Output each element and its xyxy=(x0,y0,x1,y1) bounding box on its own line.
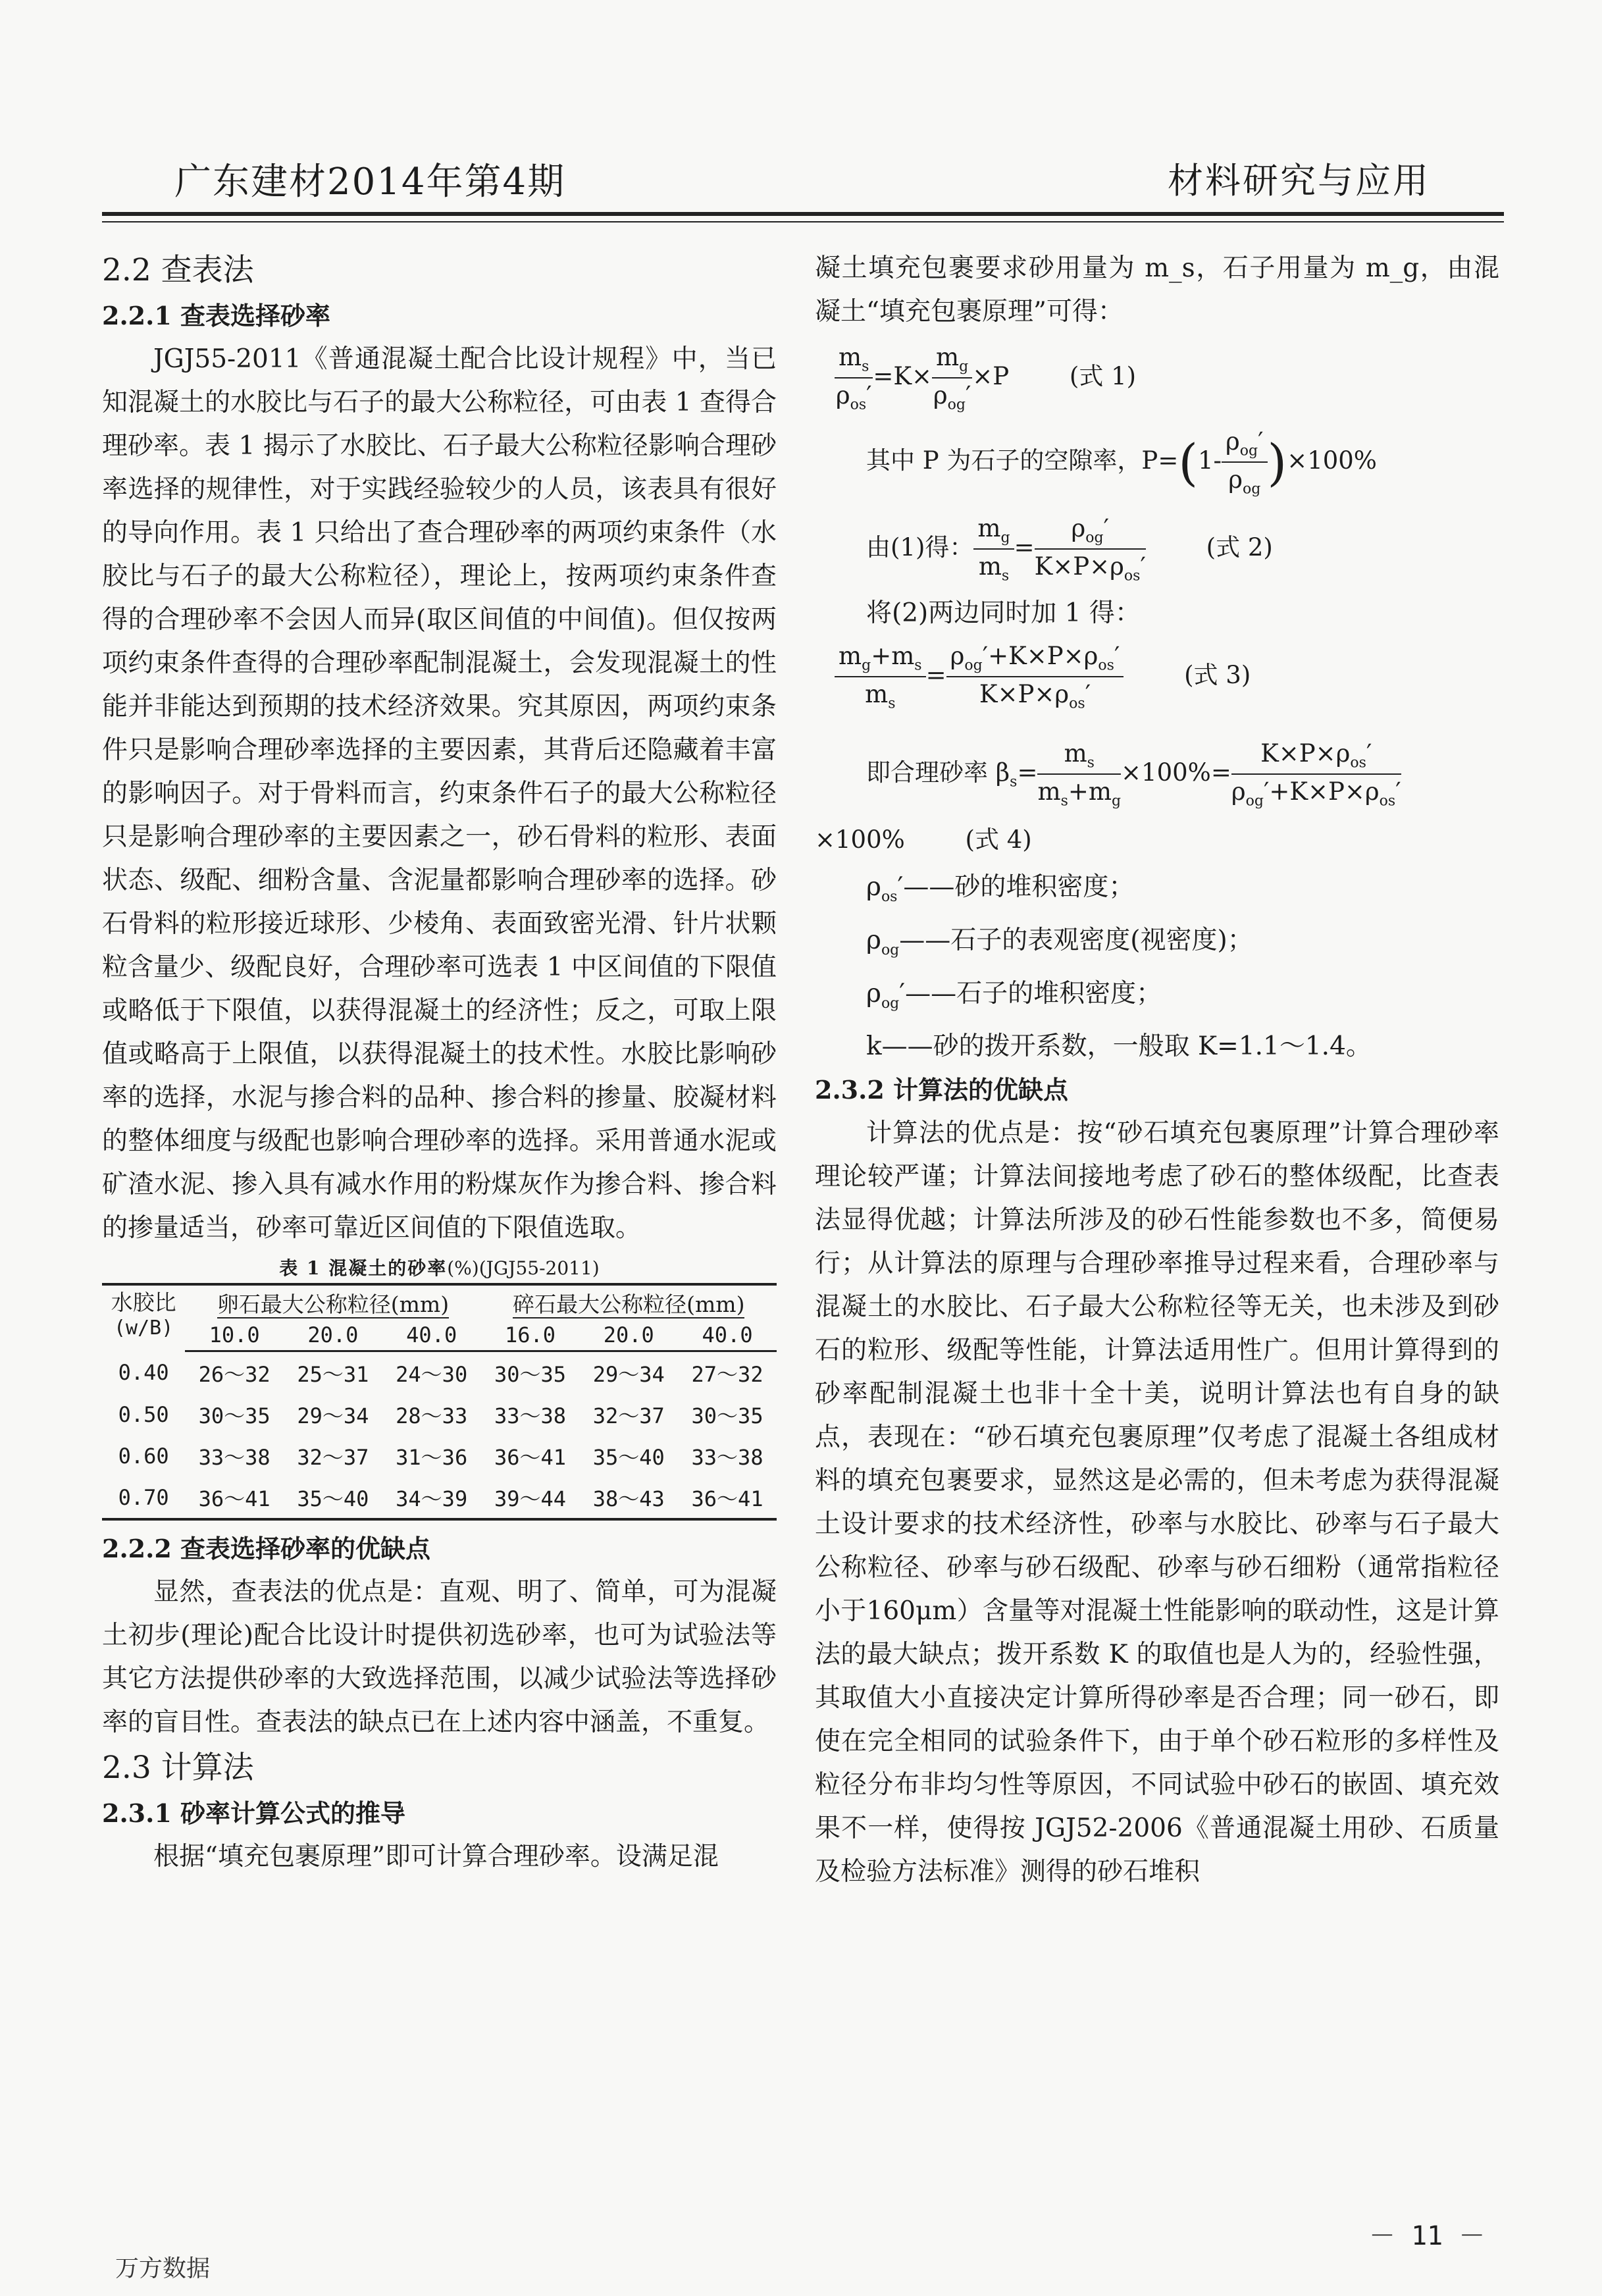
porosity-text: 其中 P 为石子的空隙率，P= xyxy=(866,446,1179,475)
definition-text: ——石子的表观密度(视密度)； xyxy=(899,925,1253,955)
table-cell: 32～37 xyxy=(592,1403,665,1428)
table-cell: 34～39 xyxy=(382,1476,481,1519)
equation-4-tail: ×100% xyxy=(815,825,905,854)
sand-ratio-table xyxy=(102,1283,777,1521)
definition-sand-bulk-density: $\rho_{os}'——$砂的堆积密度； xyxy=(866,872,1135,905)
table-cell: 35～40 xyxy=(592,1444,665,1470)
table-cell: 24～30 xyxy=(396,1361,468,1387)
row-header-unit: (w/B) xyxy=(113,1317,174,1340)
porosity-definition: 其中 P 为石子的空隙率，P=(1- $\frac{\rho_{og}'}{\rho_{og}}$ )×100% xyxy=(866,427,1377,498)
left-column xyxy=(102,247,777,1879)
table-cell: 25～31 xyxy=(297,1361,369,1387)
footer-watermark: 万方数据 xyxy=(115,2255,211,2282)
equation-4-end xyxy=(815,818,1499,862)
equation-3-lead: 将(2)两边同时加 1 得： xyxy=(866,598,1141,628)
table-cell: 0.70 xyxy=(102,1476,185,1519)
size-header: 16.0 xyxy=(481,1320,580,1351)
equation-1-tag: (式 1) xyxy=(1069,361,1137,390)
heading-2-3-2: 2.3.2 计算法的优缺点 xyxy=(815,1075,1069,1105)
heading-2-2-2: 2.2.2 查表选择砂率的优缺点 xyxy=(102,1534,431,1563)
table-cell: 38～43 xyxy=(579,1476,678,1519)
size-header: 20.0 xyxy=(284,1320,382,1351)
heading-2-2-1: 2.2.1 查表选择砂率 xyxy=(102,301,331,330)
table-row xyxy=(102,1435,777,1476)
group-header-crushed-label: 碎石最大公称粒径(mm) xyxy=(513,1291,745,1317)
size-header: 40.0 xyxy=(382,1320,481,1351)
size-header: 10.0 xyxy=(185,1320,284,1351)
size-header: 20.0 xyxy=(579,1320,678,1351)
table-cell: 30～35 xyxy=(198,1403,271,1428)
table-cell: 27～32 xyxy=(691,1361,763,1387)
equation-4: 即合理砂率 $\beta_s=$ $\frac{m_s}{m_s+m_g}$ ×100%= $\frac{K\times P\times\rho_{os}'}{\rho_{og}'+K\times P\times\rho_{os}'}$ xyxy=(866,739,1401,810)
paragraph: 根据“填充包裹原理”即可计算合理砂率。设满足混 xyxy=(153,1842,719,1871)
equation-1: $\frac{m_s}{\rho_{os}'}$ =K× $\frac{m_g}{\rho_{og}'}$ ×P (式 1) xyxy=(835,343,1137,413)
table-cell: 0.60 xyxy=(118,1443,169,1469)
table-cell: 29～34 xyxy=(592,1361,665,1387)
page-number: － 11 － xyxy=(1369,2221,1486,2251)
table-row xyxy=(102,1351,777,1394)
heading-2-2: 2.2 查表法 xyxy=(102,252,254,288)
table-cell: 32～37 xyxy=(297,1444,369,1470)
table-cell: 33～38 xyxy=(691,1444,763,1470)
equation-2-tag: (式 2) xyxy=(1206,533,1273,561)
heading-2-3-1: 2.3.1 砂率计算公式的推导 xyxy=(102,1798,406,1828)
table-cell: 36～41 xyxy=(678,1476,777,1519)
group-header-crushed xyxy=(481,1284,777,1320)
porosity-percent: ×100% xyxy=(1287,446,1377,475)
group-header-gravel-label: 卵石最大公称粒径(mm) xyxy=(217,1291,450,1317)
equation-4-mid: ×100%= xyxy=(1121,758,1231,787)
right-column xyxy=(815,247,1499,1894)
definition-stone-apparent-density: $\rho_{og}——$石子的表观密度(视密度)； xyxy=(866,925,1253,958)
table-cell: 36～41 xyxy=(185,1476,284,1519)
definition-text: ——砂的堆积密度； xyxy=(903,872,1135,902)
table-caption xyxy=(102,1254,777,1283)
table-row xyxy=(102,1476,777,1519)
table-cell: 30～35 xyxy=(494,1361,567,1387)
definition-text: ——石子的堆积密度； xyxy=(905,978,1162,1008)
table-caption-main: 表 1 混凝土的砂率 xyxy=(279,1257,448,1279)
size-header: 40.0 xyxy=(678,1320,777,1351)
table-cell: 0.40 xyxy=(118,1359,169,1385)
table-cell: 31～36 xyxy=(396,1444,468,1470)
equation-3: $\frac{m_g+m_s}{m_s}$ = $\frac{\rho_{og}'+K\times P\times\rho_{os}'}{K\times P\times\rho_{os}'}$ (式 3) xyxy=(835,642,1499,721)
definition-stone-bulk-density: $\rho_{og}'——$石子的堆积密度； xyxy=(866,978,1162,1012)
table-cell: 33～38 xyxy=(198,1444,271,1470)
table-cell: 28～33 xyxy=(396,1403,468,1428)
table-row xyxy=(102,1394,777,1435)
section-name: 材料研究与应用 xyxy=(1168,160,1430,201)
header-rule-thin xyxy=(102,221,1504,222)
paragraph: 计算法的优点是：按“砂石填充包裹原理”计算合理砂率理论较严谨；计算法间接地考虑了砂石的整体级配，比查表法显得优越；计算法所涉及的砂石性能参数也不多，简便易行；从计算法的原理与合理砂率推导过程来看，合理砂率与混凝土的水胶比、石子最大公称粒径等无关，也未涉及到砂石的粒形、级配等性能，计算法适用性广。但用计算得到的砂率配制混凝土也非十全十美，说明计算法也有自身的缺点，表现在：“砂石填充包裹原理”仅考虑了混凝土各组成材料的填充包裹要求，显然这是必需的，但未考虑为获得混凝土设计要求的技术经济性，砂率与水胶比、砂率与石子最大公称粒径、砂率与砂石级配、砂率与砂石细粉（通常指粒径小于160μm）含量等对混凝土性能影响的联动性，这是计算法的最大缺点；拨开系数 K 的取值也是人为的，经验性强，其取值大小直接决定计算所得砂率是否合理；同一砂石，即使在完全相同的试验条件下，由于单个砂石粒形的多样性及粒径分布非均匀性等原因，不同试验中砂石的嵌固、填充效果不一样，使得按 JGJ52-2006《普通混凝土用砂、石质量及检验方法标准》测得的砂石堆积 xyxy=(815,1118,1499,1887)
table-cell: 30～35 xyxy=(691,1403,763,1428)
table-cell: 29～34 xyxy=(297,1403,369,1428)
group-header-gravel xyxy=(185,1284,480,1320)
running-header xyxy=(174,153,1430,203)
equation-3-tag: (式 3) xyxy=(1184,660,1251,689)
heading-2-3: 2.3 计算法 xyxy=(102,1750,254,1786)
row-header xyxy=(102,1284,185,1351)
equation-4-lead: 即合理砂率 β xyxy=(866,758,1010,787)
row-header-label: 水胶比 xyxy=(111,1290,176,1315)
equation-2-lead: 由(1)得： xyxy=(866,533,974,561)
table-cell: 35～40 xyxy=(284,1476,382,1519)
table-cell: 39～44 xyxy=(481,1476,580,1519)
paragraph-continued: 凝土填充包裹要求砂用量为 m_s，石子用量为 m_g，由混凝土“填充包裹原理”可得： xyxy=(815,253,1499,326)
journal-issue: 广东建材2014年第4期 xyxy=(174,161,566,203)
equation-2: 由(1)得： $\frac{m_g}{m_s}$ = $\frac{\rho_{og}'}{K\times P\times\rho_{os}'}$ (式 2) xyxy=(866,514,1273,585)
equation-4-tag: (式 4) xyxy=(965,825,1032,854)
table-cell: 0.50 xyxy=(118,1401,169,1427)
header-rule xyxy=(102,212,1504,216)
table-cell: 26～32 xyxy=(198,1361,271,1387)
paragraph: 显然，查表法的优点是：直观、明了、简单，可为混凝土初步(理论)配合比设计时提供初选砂率，也可为试验法等其它方法提供砂率的大致选择范围，以减少试验法等选择砂率的盲目性。查表法的缺点已在上述内容中涵盖，不重复。 xyxy=(102,1577,777,1737)
table-cell: 36～41 xyxy=(494,1444,567,1470)
definition-k: k——砂的拨开系数，一般取 K=1.1～1.4。 xyxy=(866,1031,1372,1062)
paragraph: JGJ55-2011《普通混凝土配合比设计规程》中，当已知混凝土的水胶比与石子的最大公称粒径，可由表 1 查得合理砂率。表 1 揭示了水胶比、石子最大公称粒径影响合理砂率选择的规律性，对于实践经验较少的人员，该表具有很好的导向作用。表 1 只给出了查合理砂率的两项约束条件（水胶比与石子的最大公称粒径），理论上，按两项约束条件查得的合理砂率不会因人而异(取区间值的中间值)。但仅按两项约束条件查得的合理砂率配制混凝土，会发现混凝土的性能并非能达到预期的技术经济效果。究其原因，两项约束条件只是影响合理砂率选择的主要因素，其背后还隐藏着丰富的影响因子。对于骨料而言，约束条件石子的最大公称粒径只是影响合理砂率的主要因素之一，砂石骨料的粒形、表面状态、级配、细粉含量、含泥量都影响合理砂率的选择。砂石骨料的粒形接近球形、少棱角、表面致密光滑、针片状颗粒含量少、级配良好，合理砂率可选表 1 中区间值的下限值或略低于下限值，以获得混凝土的经济性；反之，可取上限值或略高于上限值，以获得混凝土的技术性。水胶比影响砂率的选择，水泥与掺合料的品种、掺合料的掺量、胶凝材料的整体细度与级配也影响合理砂率的选择。采用普通水泥或矿渣水泥、掺入具有减水作用的粉煤灰作为掺合料、掺合料的掺量适当，砂率可靠近区间值的下限值选取。 xyxy=(102,344,777,1243)
table-caption-source: (%)(JGJ55-2011) xyxy=(447,1257,600,1279)
table-cell: 33～38 xyxy=(494,1403,567,1428)
